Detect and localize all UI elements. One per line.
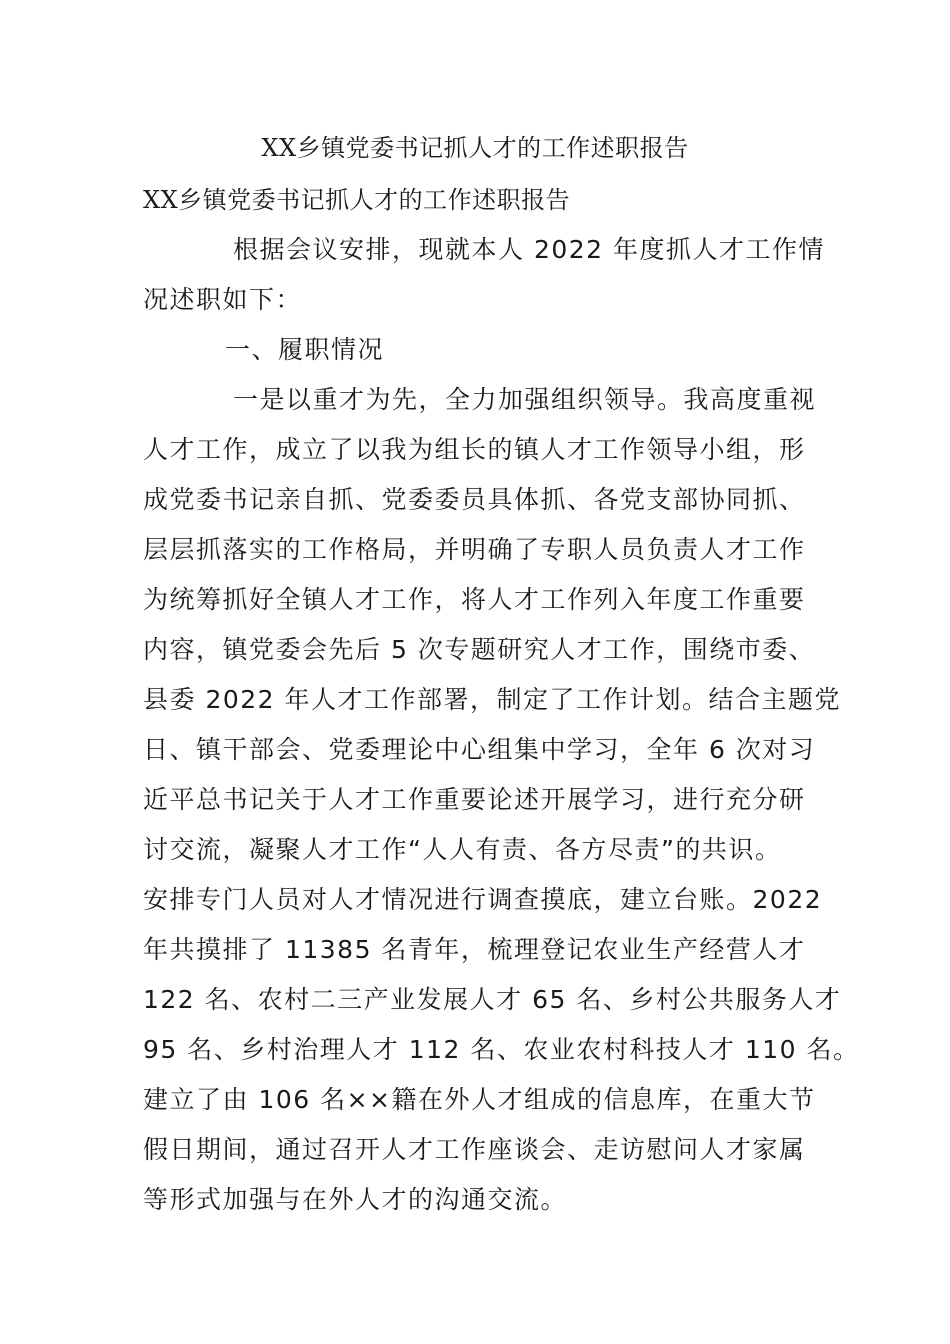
- body-line: 成党委书记亲自抓、党委委员具体抓、各党支部协同抓、: [143, 485, 806, 514]
- body-line: 层层抓落实的工作格局，并明确了专职人员负责人才工作: [143, 535, 806, 564]
- body-line: 日、镇干部会、党委理论中心组集中学习，全年 6 次对习: [143, 735, 816, 764]
- body-line: 年共摸排了 11385 名青年，梳理登记农业生产经营人才: [143, 935, 806, 964]
- body-line: 安排专门人员对人才情况进行调查摸底，建立台账。2022: [143, 885, 823, 914]
- body-line: 95 名、乡村治理人才 112 名、农业农村科技人才 110 名。: [143, 1035, 860, 1064]
- document-title: XX乡镇党委书记抓人才的工作述职报告: [261, 134, 689, 162]
- body-line: 况述职如下：: [143, 285, 303, 314]
- section-heading: 一、履职情况: [225, 335, 385, 364]
- body-line: 假日期间，通过召开人才工作座谈会、走访慰问人才家属: [143, 1135, 806, 1164]
- body-line: 内容，镇党委会先后 5 次专题研究人才工作，围绕市委、: [143, 635, 816, 664]
- body-line: 近平总书记关于人才工作重要论述开展学习，进行充分研: [143, 785, 806, 814]
- body-line: 县委 2022 年人才工作部署，制定了工作计划。结合主题党: [143, 685, 842, 714]
- body-line: 等形式加强与在外人才的沟通交流。: [143, 1185, 568, 1214]
- body-line: 讨交流，凝聚人才工作“人人有责、各方尽责”的共识。: [143, 835, 782, 864]
- body-line: 人才工作，成立了以我为组长的镇人才工作领导小组，形: [143, 435, 806, 464]
- body-line: 一是以重才为先，全力加强组织领导。我高度重视: [233, 385, 817, 414]
- body-line: 122 名、农村二三产业发展人才 65 名、乡村公共服务人才: [143, 985, 842, 1014]
- body-line: 为统筹抓好全镇人才工作，将人才工作列入年度工作重要: [143, 585, 806, 614]
- document-subtitle: XX乡镇党委书记抓人才的工作述职报告: [143, 186, 571, 214]
- body-line: 建立了由 106 名××籍在外人才组成的信息库，在重大节: [143, 1085, 816, 1114]
- body-line: 根据会议安排，现就本人 2022 年度抓人才工作情: [233, 235, 826, 264]
